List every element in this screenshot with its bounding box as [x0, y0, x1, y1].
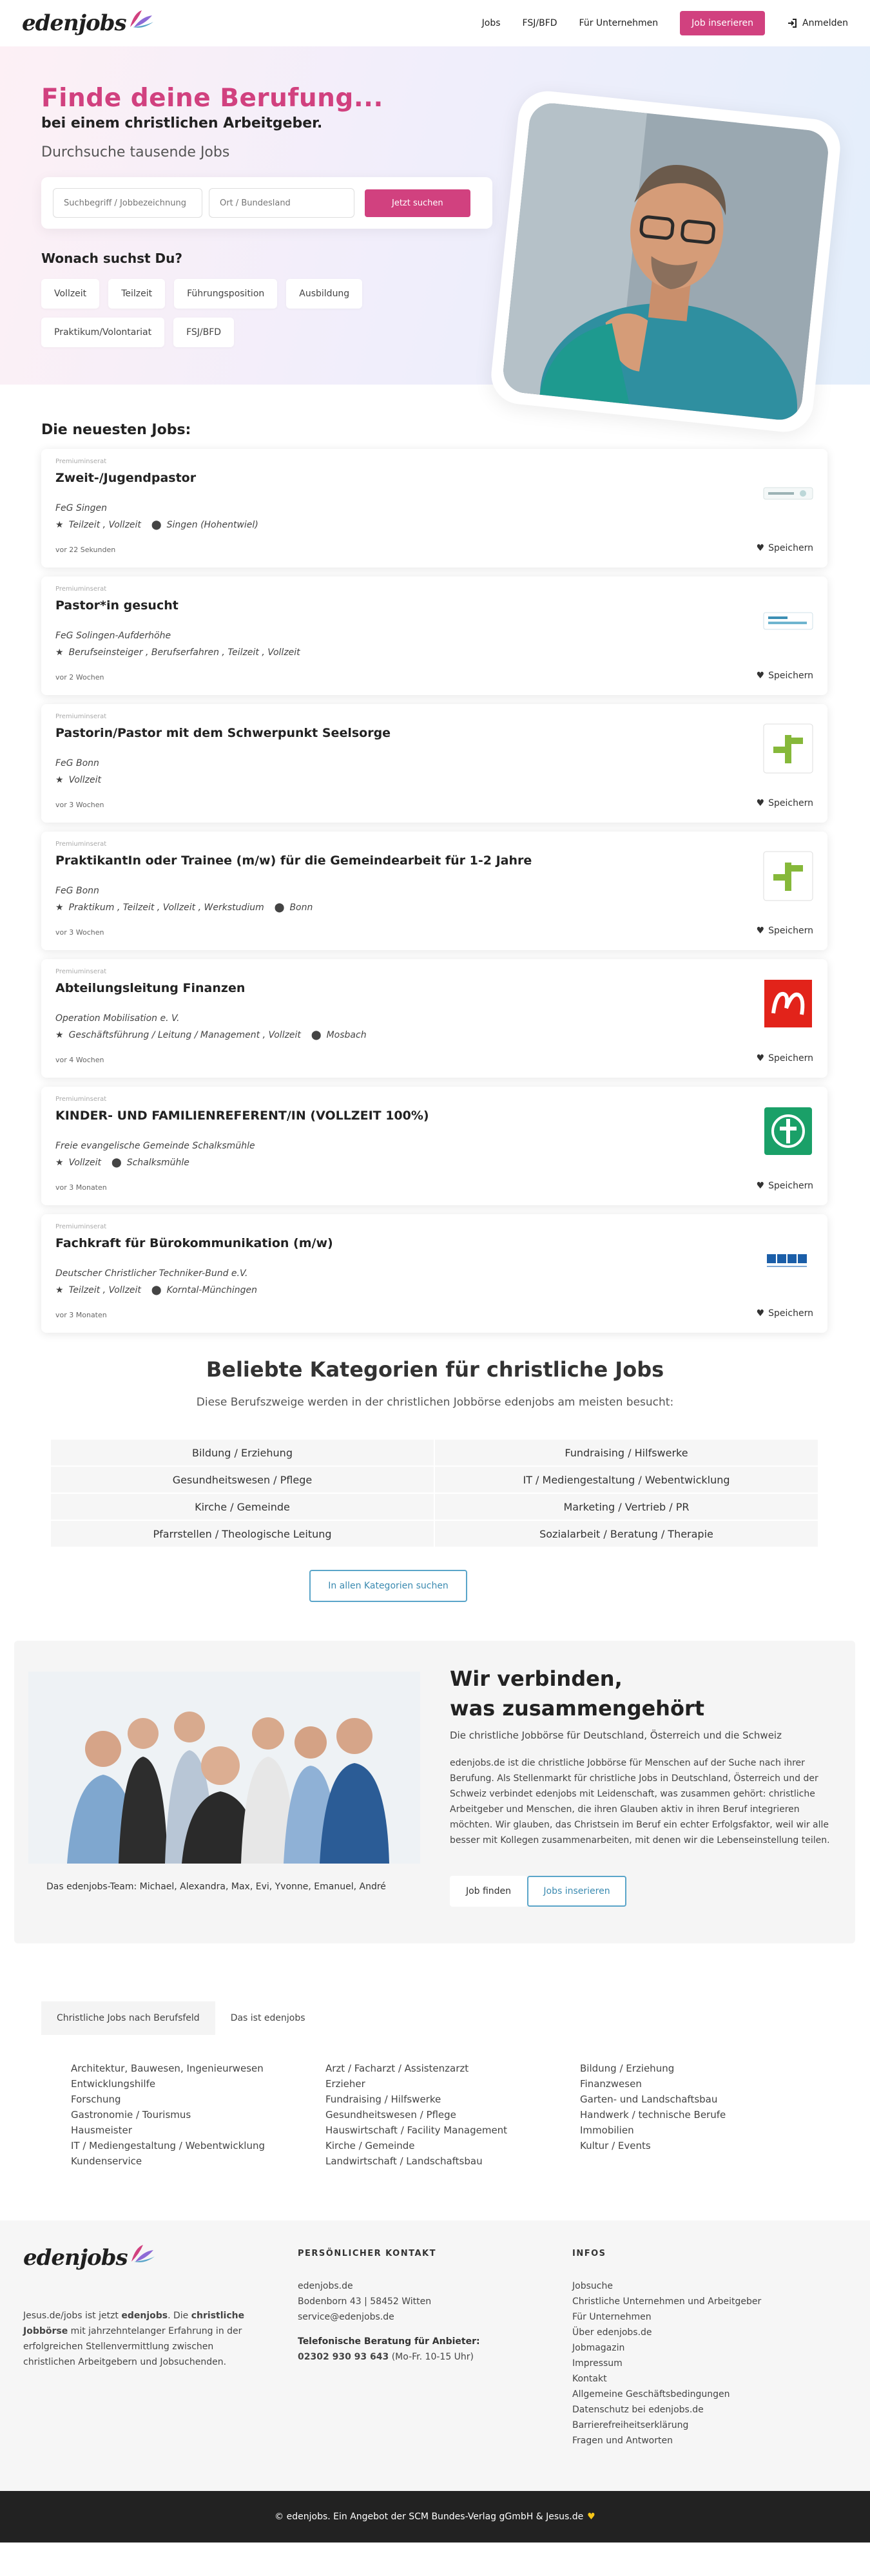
phone-label: Telefonische Beratung für Anbieter:: [298, 2336, 480, 2347]
about-body: edenjobs.de ist die christliche Jobbörse für Menschen auf der Suche nach ihrer Berufung. Als Stellenmarkt für christliche Jobs in Deutschland, Österreich und der Schweiz verbindet edenjobs mit Leidenschaft, was zusammen gehört: christliche Arbeitgeber und Menschen, die ihren Glauben aktiv in ihren Beruf integrieren möchten. Wir glauben, das Christsein im Beruf ein echter Erfolgsfaktor, weil wir alle besser mit Kollegen zusammenarbeiten, mit denen wir die Lebenseinstellung teilen.: [450, 1758, 830, 1846]
heart-icon: ♥: [587, 2512, 595, 2522]
info-link[interactable]: Christliche Unternehmen und Arbeitgeber: [572, 2296, 762, 2307]
keyword-search-input[interactable]: [53, 188, 202, 218]
tab-about-edenjobs[interactable]: Das ist edenjobs: [230, 2013, 305, 2023]
job-posted-time: vor 4 Wochen: [55, 1056, 104, 1064]
star-icon: ★: [55, 647, 64, 658]
job-card[interactable]: [41, 959, 827, 1078]
job-title[interactable]: Pastor*in gesucht: [55, 598, 179, 613]
footer-desc-brand: edenjobs: [121, 2311, 168, 2321]
latest-jobs: [0, 385, 870, 1331]
job-meta: [55, 1158, 189, 1168]
footer-brand-name: edenjobs: [23, 2245, 128, 2271]
chip-fsj[interactable]: FSJ/BFD: [173, 318, 234, 347]
save-job-button[interactable]: [757, 1308, 813, 1319]
employer-logo: [763, 851, 813, 901]
job-employer: FeG Solingen-Aufderhöhe: [55, 631, 171, 641]
nav-link-jobs[interactable]: Jobs: [481, 18, 501, 28]
premium-tag: Premiuminserat: [55, 1223, 107, 1230]
job-location: Korntal-Münchingen: [166, 1285, 258, 1295]
job-title[interactable]: Pastorin/Pastor mit dem Schwerpunkt Seelsorge: [55, 726, 391, 740]
chip-fuehrungsposition[interactable]: Führungsposition: [174, 279, 277, 309]
hero-headline: Finde deine Berufung...: [41, 84, 383, 113]
location-pin-icon: ⬤: [151, 1285, 162, 1295]
location-pin-icon: ⬤: [151, 520, 162, 530]
job-title[interactable]: Fachkraft für Bürokommunikation (m/w): [55, 1236, 333, 1250]
popular-categories: [0, 1331, 870, 1628]
phone-line: [298, 2349, 480, 2365]
premium-tag: Premiuminserat: [55, 1096, 107, 1103]
job-employer: FeG Singen: [55, 503, 107, 513]
job-meta: [55, 775, 101, 785]
search-box: [41, 177, 492, 229]
chip-vollzeit[interactable]: Vollzeit: [41, 279, 99, 309]
job-employer: Deutscher Christlicher Techniker-Bund e.V.: [55, 1268, 248, 1279]
star-icon: ★: [55, 520, 64, 530]
job-field-link[interactable]: Kultur / Events: [580, 2140, 651, 2151]
save-job-button[interactable]: [757, 543, 813, 553]
job-field-link[interactable]: Entwicklungshilfe: [71, 2078, 156, 2090]
employer-logo: [763, 1234, 813, 1284]
employer-logo: [763, 468, 813, 519]
job-employer: FeG Bonn: [55, 886, 99, 896]
job-card[interactable]: [41, 832, 827, 950]
category-link[interactable]: Gesundheitswesen / Pflege: [51, 1467, 434, 1493]
job-employer: Freie evangelische Gemeinde Schalksmühle: [55, 1141, 255, 1151]
category-link[interactable]: Pfarrstellen / Theologische Leitung: [51, 1521, 434, 1547]
job-title[interactable]: Zweit-/Jugendpastor: [55, 471, 197, 485]
save-label: Speichern: [768, 798, 813, 808]
job-meta: [55, 902, 313, 913]
employer-logo: [763, 978, 813, 1029]
job-meta: [55, 520, 258, 530]
info-link[interactable]: Datenschutz bei edenjobs.de: [572, 2405, 704, 2415]
info-link[interactable]: Allgemeine Geschäftsbedingungen: [572, 2389, 730, 2399]
job-field-link[interactable]: Architektur, Bauwesen, Ingenieurwesen: [71, 2063, 264, 2074]
job-field-link[interactable]: Hausmeister: [71, 2124, 132, 2136]
job-field-column: [325, 2061, 580, 2169]
job-location: Singen (Hohentwiel): [166, 520, 258, 530]
job-field-link[interactable]: Kirche / Gemeinde: [325, 2140, 415, 2151]
premium-tag: Premiuminserat: [55, 968, 107, 975]
about-subtitle: Die christliche Jobbörse für Deutschland, Österreich und die Schweiz: [450, 1730, 782, 1741]
location-pin-icon: ⬤: [274, 902, 285, 913]
job-meta: [55, 1030, 367, 1040]
job-posted-time: vor 3 Monaten: [55, 1183, 107, 1192]
employer-logo: [763, 596, 813, 646]
copyright-bar: [0, 2491, 870, 2543]
heart-icon: ♥: [756, 1181, 765, 1191]
job-card[interactable]: [41, 1087, 827, 1205]
heart-icon: ♥: [756, 1308, 765, 1319]
heart-icon: ♥: [756, 798, 765, 808]
chip-teilzeit[interactable]: Teilzeit: [108, 279, 165, 309]
brand-name: edenjobs: [22, 10, 126, 36]
info-link[interactable]: Für Unternehmen: [572, 2312, 652, 2322]
job-field-columns: [71, 2061, 844, 2169]
job-location: Mosbach: [326, 1030, 367, 1040]
info-link[interactable]: Jobsuche: [572, 2281, 613, 2291]
job-types: Teilzeit , Vollzeit: [68, 1285, 141, 1295]
job-field-link[interactable]: Garten- und Landschaftsbau: [580, 2094, 718, 2105]
job-field-link[interactable]: Handwerk / technische Berufe: [580, 2109, 726, 2121]
leaf-logo-icon: [128, 9, 155, 30]
footer-desc-rest: mit jahrzehntelanger Erfahrung in der erfolgreichen Stellenvermittlung zwischen christlichen Arbeitgebern und Jobsuchenden.: [23, 2326, 242, 2367]
info-link[interactable]: Kontakt: [572, 2374, 607, 2384]
all-categories-button[interactable]: In allen Kategorien suchen: [309, 1570, 467, 1602]
leaf-logo-icon: [129, 2244, 156, 2264]
info-link[interactable]: Über edenjobs.de: [572, 2327, 652, 2338]
footer: [0, 2220, 870, 2557]
job-location: Bonn: [289, 902, 313, 913]
job-field-link[interactable]: Forschung: [71, 2094, 121, 2105]
hero: [0, 46, 870, 385]
save-job-button[interactable]: [757, 671, 813, 681]
star-icon: ★: [55, 1030, 64, 1040]
footer-desc-prefix: Jesus.de/jobs ist jetzt: [23, 2311, 122, 2321]
job-types: Berufseinsteiger , Berufserfahren , Teilzeit , Vollzeit: [68, 647, 300, 658]
nav-link-fsj[interactable]: FSJ/BFD: [522, 18, 557, 28]
save-job-button[interactable]: [757, 926, 813, 936]
info-link[interactable]: Jobmagazin: [572, 2343, 625, 2353]
contact-email[interactable]: service@edenjobs.de: [298, 2312, 394, 2322]
save-label: Speichern: [768, 926, 813, 936]
contact-line[interactable]: edenjobs.de: [298, 2281, 353, 2291]
category-link[interactable]: Kirche / Gemeinde: [51, 1494, 434, 1520]
save-job-button[interactable]: [757, 1181, 813, 1191]
job-field-link[interactable]: Gastronomie / Tourismus: [71, 2109, 191, 2121]
save-label: Speichern: [768, 671, 813, 681]
job-card[interactable]: [41, 449, 827, 568]
location-search-input[interactable]: [209, 188, 354, 218]
category-link[interactable]: Marketing / Vertrieb / PR: [435, 1494, 818, 1520]
job-field-link[interactable]: Gesundheitswesen / Pflege: [325, 2109, 456, 2121]
link-tabs: [41, 2001, 321, 2035]
quick-filter-chips: [41, 279, 402, 347]
job-posted-time: vor 3 Wochen: [55, 928, 104, 937]
job-field-link[interactable]: Arzt / Facharzt / Assistenzarzt: [325, 2063, 469, 2074]
team-panel: [14, 1641, 855, 1943]
post-jobs-button[interactable]: Jobs inserieren: [527, 1876, 626, 1907]
categories-subtitle: Diese Berufszweige werden in der christlichen Jobbörse edenjobs am meisten besucht:: [196, 1396, 674, 1409]
employer-logo: [763, 723, 813, 774]
premium-tag: Premiuminserat: [55, 458, 107, 465]
about-title-line1: Wir verbinden,: [450, 1666, 623, 1691]
star-icon: ★: [55, 775, 64, 785]
footer-logo[interactable]: [23, 2245, 156, 2271]
job-meta: [55, 1285, 257, 1295]
star-icon: ★: [55, 1285, 64, 1295]
star-icon: ★: [55, 902, 64, 913]
job-card[interactable]: [41, 1214, 827, 1333]
job-field-link[interactable]: Fundraising / Hilfswerke: [325, 2094, 441, 2105]
login-icon: [787, 18, 797, 28]
category-grid: [51, 1440, 818, 1547]
about-title: [450, 1664, 704, 1723]
hero-tagline: Durchsuche tausende Jobs: [41, 144, 230, 160]
job-card[interactable]: [41, 577, 827, 695]
job-types: Vollzeit: [68, 1158, 102, 1168]
job-title[interactable]: KINDER- UND FAMILIENREFERENT/IN (VOLLZEIT 100%): [55, 1109, 429, 1123]
job-field-link[interactable]: Bildung / Erziehung: [580, 2063, 675, 2074]
footer-desc-mid: . Die: [168, 2311, 191, 2321]
job-location: Schalksmühle: [126, 1158, 189, 1168]
categories-title: Beliebte Kategorien für christliche Jobs: [206, 1357, 664, 1382]
hero-photo-frame: [488, 88, 843, 435]
about-section: [0, 1628, 870, 1976]
team-caption: Das edenjobs-Team: Michael, Alexandra, Max, Evi, Yvonne, Emanuel, André: [46, 1882, 386, 1892]
job-field-link[interactable]: Finanzwesen: [580, 2078, 642, 2090]
premium-tag: Premiuminserat: [55, 841, 107, 848]
nav-link-companies[interactable]: Für Unternehmen: [579, 18, 659, 28]
job-field-column: [71, 2061, 325, 2169]
location-pin-icon: ⬤: [311, 1030, 322, 1040]
heart-icon: ♥: [756, 543, 765, 553]
location-pin-icon: ⬤: [111, 1158, 122, 1168]
categories-header: [0, 1357, 870, 1409]
save-label: Speichern: [768, 543, 813, 553]
footer-contact: [298, 2246, 480, 2365]
search-button[interactable]: Jetzt suchen: [365, 189, 470, 217]
category-link[interactable]: IT / Mediengestaltung / Webentwicklung: [435, 1467, 818, 1493]
job-types: Vollzeit: [68, 775, 102, 785]
copyright-text: © edenjobs. Ein Angebot der SCM Bundes-Verlag gGmbH & Jesus.de: [275, 2512, 584, 2522]
heart-icon: ♥: [756, 671, 765, 681]
footer-desc-bold: christliche Jobbörse: [23, 2311, 245, 2336]
job-employer: Operation Mobilisation e. V.: [55, 1013, 180, 1024]
job-meta: [55, 647, 300, 658]
latest-jobs-title: Die neuesten Jobs:: [41, 422, 191, 438]
info-link[interactable]: Impressum: [572, 2358, 623, 2369]
category-link[interactable]: Fundraising / Hilfswerke: [435, 1440, 818, 1465]
job-field-link[interactable]: Kundenservice: [71, 2155, 142, 2167]
job-field-links: [0, 1976, 870, 2220]
save-job-button[interactable]: [757, 1053, 813, 1064]
premium-tag: Premiuminserat: [55, 586, 107, 593]
job-field-link[interactable]: Erzieher: [325, 2078, 365, 2090]
job-field-link[interactable]: Hauswirtschaft / Facility Management: [325, 2124, 508, 2136]
contact-line: Bodenborn 43 | 58452 Witten: [298, 2296, 432, 2307]
premium-tag: Premiuminserat: [55, 713, 107, 720]
search-question: Wonach suchst Du?: [41, 251, 182, 266]
top-nav: [0, 0, 870, 46]
job-card[interactable]: [41, 704, 827, 823]
heart-icon: ♥: [756, 926, 765, 936]
save-job-button[interactable]: [757, 798, 813, 808]
footer-main: [0, 2220, 870, 2491]
job-types: Geschäftsführung / Leitung / Management , Vollzeit: [68, 1030, 301, 1040]
brand-logo[interactable]: [22, 10, 155, 36]
job-field-link[interactable]: Immobilien: [580, 2124, 634, 2136]
footer-info: [572, 2246, 761, 2448]
info-link[interactable]: Fragen und Antworten: [572, 2436, 673, 2446]
find-job-button[interactable]: Job finden: [450, 1876, 527, 1907]
contact-heading: PERSÖNLICHER KONTAKT: [298, 2249, 436, 2258]
save-label: Speichern: [768, 1181, 813, 1191]
job-field-column: [580, 2061, 835, 2169]
job-posted-time: vor 22 Sekunden: [55, 546, 116, 554]
info-link[interactable]: Barrierefreiheitserklärung: [572, 2420, 689, 2430]
job-field-link[interactable]: Landwirtschaft / Landschaftsbau: [325, 2155, 483, 2167]
info-heading: INFOS: [572, 2249, 606, 2258]
job-posted-time: vor 3 Wochen: [55, 801, 104, 809]
job-types: Praktikum , Teilzeit , Vollzeit , Werkstudium: [68, 902, 264, 913]
person-illustration: [501, 101, 831, 422]
team-photo: [28, 1672, 420, 1864]
star-icon: ★: [55, 1158, 64, 1168]
post-job-button[interactable]: Job inserieren: [680, 11, 765, 35]
hero-subheadline: bei einem christlichen Arbeitgeber.: [41, 115, 323, 131]
phone-hours: (Mo-Fr. 10-15 Uhr): [391, 2352, 474, 2362]
nav-links: [482, 11, 848, 35]
job-types: Teilzeit , Vollzeit: [68, 520, 141, 530]
save-label: Speichern: [768, 1053, 813, 1064]
login-button[interactable]: [787, 18, 848, 28]
job-title[interactable]: PraktikantIn oder Trainee (m/w) für die Gemeindearbeit für 1-2 Jahre: [55, 854, 532, 868]
job-posted-time: vor 2 Wochen: [55, 673, 104, 682]
job-field-link[interactable]: IT / Mediengestaltung / Webentwicklung: [71, 2140, 265, 2151]
chip-ausbildung[interactable]: Ausbildung: [286, 279, 362, 309]
job-posted-time: vor 3 Monaten: [55, 1311, 107, 1319]
tab-job-fields[interactable]: Christliche Jobs nach Berufsfeld: [41, 2001, 215, 2035]
employer-logo: [763, 1106, 813, 1156]
heart-icon: ♥: [756, 1053, 765, 1064]
hero-content: [41, 84, 505, 347]
hero-photo: [501, 101, 831, 422]
chip-praktikum[interactable]: Praktikum/Volontariat: [41, 318, 164, 347]
footer-description: [23, 2308, 265, 2370]
category-link[interactable]: Bildung / Erziehung: [51, 1440, 434, 1465]
job-title[interactable]: Abteilungsleitung Finanzen: [55, 981, 246, 995]
about-title-line2: was zusammengehört: [450, 1696, 705, 1721]
save-label: Speichern: [768, 1308, 813, 1319]
category-link[interactable]: Sozialarbeit / Beratung / Therapie: [435, 1521, 818, 1547]
phone-number[interactable]: 02302 930 93 643: [298, 2352, 389, 2362]
job-employer: FeG Bonn: [55, 758, 99, 768]
login-label: Anmelden: [802, 18, 848, 28]
